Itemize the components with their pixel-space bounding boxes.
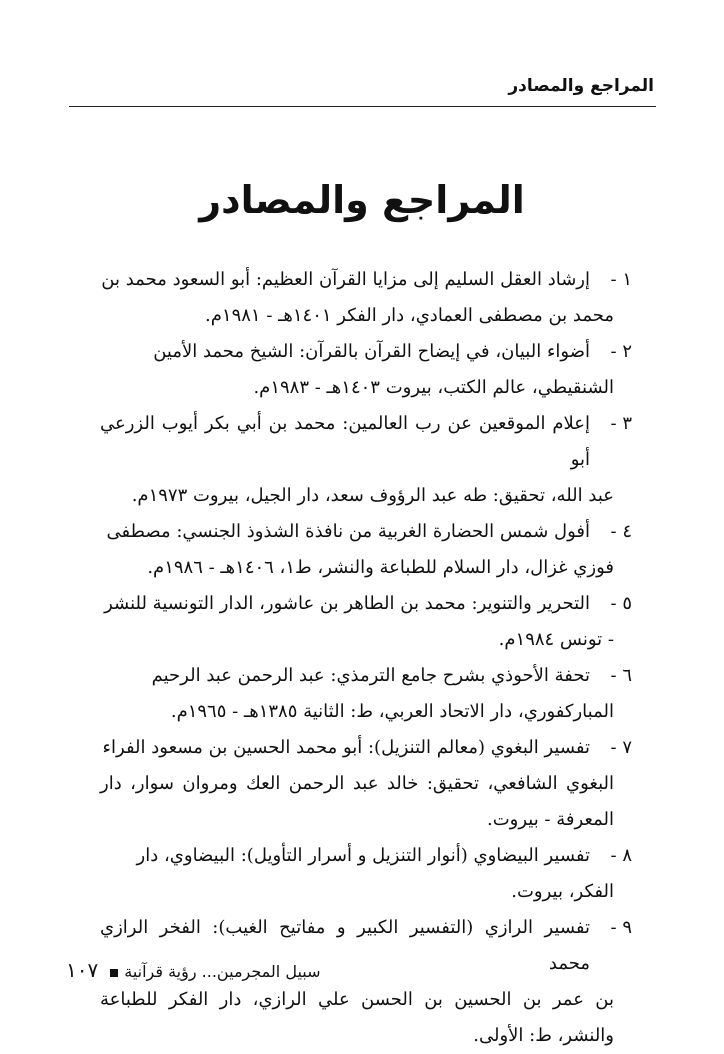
reference-number: ١ - bbox=[610, 269, 632, 290]
reference-item bbox=[0, 262, 724, 334]
reference-number: ٦ - bbox=[610, 665, 632, 686]
page-footer bbox=[66, 958, 321, 982]
reference-first-line: تفسير البيضاوي (أنوار التنزيل و أسرار التأويل): البيضاوي، دار bbox=[136, 845, 590, 866]
reference-number: ٤ - bbox=[610, 521, 632, 542]
reference-continuation: عبد الله، تحقيق: طه عبد الرؤوف سعد، دار الجيل، بيروت ١٩٧٣م. bbox=[131, 485, 614, 506]
reference-first-line: تفسير البغوي (معالم التنزيل): أبو محمد الحسين بن مسعود الفراء bbox=[102, 737, 590, 758]
reference-first-line: التحرير والتنوير: محمد بن الطاهر بن عاشور، الدار التونسية للنشر bbox=[104, 593, 590, 614]
reference-first-line: إعلام الموقعين عن رب العالمين: محمد بن أبي بكر أيوب الزرعي أبو bbox=[100, 413, 590, 470]
reference-text bbox=[100, 658, 614, 730]
reference-number: ٣ - bbox=[610, 413, 632, 434]
footer-book-title: سبيل المجرمين... رؤية قرآنية bbox=[124, 962, 321, 981]
reference-text bbox=[100, 514, 614, 586]
reference-text bbox=[100, 406, 614, 514]
reference-item bbox=[0, 406, 724, 514]
square-bullet-icon bbox=[110, 969, 118, 977]
reference-text bbox=[100, 334, 614, 406]
running-head: المراجع والمصادر bbox=[508, 76, 654, 96]
reference-text bbox=[100, 262, 614, 334]
reference-number: ٨ - bbox=[610, 845, 632, 866]
reference-item bbox=[0, 910, 724, 1054]
header-rule bbox=[69, 106, 656, 107]
page-title: المراجع والمصادر bbox=[199, 178, 525, 222]
reference-item bbox=[0, 514, 724, 586]
reference-text bbox=[100, 586, 614, 658]
reference-item bbox=[0, 334, 724, 406]
reference-item bbox=[0, 658, 724, 730]
reference-number: ٧ - bbox=[610, 737, 632, 758]
reference-item bbox=[0, 730, 724, 838]
reference-continuation: البغوي الشافعي، تحقيق: خالد عبد الرحمن العك ومروان سوار، دار المعرفة - بيروت. bbox=[100, 773, 614, 830]
reference-text bbox=[100, 910, 614, 1054]
reference-first-line: أضواء البيان، في إيضاح القرآن بالقرآن: الشيخ محمد الأمين bbox=[153, 341, 590, 362]
reference-continuation: محمد بن مصطفى العمادي، دار الفكر ١٤٠١هـ - ١٩٨١م. bbox=[205, 305, 614, 326]
reference-continuation: الشنقيطي، عالم الكتب، بيروت ١٤٠٣هـ - ١٩٨٣م. bbox=[253, 377, 614, 398]
reference-continuation: فوزي غزال، دار السلام للطباعة والنشر، ط١، ١٤٠٦هـ - ١٩٨٦م. bbox=[147, 557, 614, 578]
reference-list bbox=[0, 262, 724, 1054]
reference-number: ٥ - bbox=[610, 593, 632, 614]
reference-item bbox=[0, 586, 724, 658]
page-number: ١٠٧ bbox=[66, 958, 99, 982]
reference-continuation: الفكر، بيروت. bbox=[511, 881, 614, 902]
reference-text bbox=[100, 838, 614, 910]
reference-number: ٩ - bbox=[610, 917, 632, 938]
reference-first-line: تحفة الأحوذي بشرح جامع الترمذي: عبد الرحمن عبد الرحيم bbox=[151, 665, 590, 686]
reference-text bbox=[100, 730, 614, 838]
reference-continuation: بن عمر بن الحسين بن الحسن علي الرازي، دار الفكر للطباعة والنشر، ط: الأولى. bbox=[100, 989, 614, 1046]
reference-number: ٢ - bbox=[610, 341, 632, 362]
reference-first-line: تفسير الرازي (التفسير الكبير و مفاتيح الغيب): الفخر الرازي محمد bbox=[100, 917, 590, 974]
reference-first-line: إرشاد العقل السليم إلى مزايا القرآن العظيم: أبو السعود محمد بن bbox=[101, 269, 590, 290]
reference-item bbox=[0, 838, 724, 910]
reference-continuation: المباركفوري، دار الاتحاد العربي، ط: الثانية ١٣٨٥هـ - ١٩٦٥م. bbox=[170, 701, 614, 722]
reference-first-line: أفول شمس الحضارة الغربية من نافذة الشذوذ الجنسي: مصطفى bbox=[106, 521, 590, 542]
reference-continuation: - تونس ١٩٨٤م. bbox=[498, 629, 614, 650]
